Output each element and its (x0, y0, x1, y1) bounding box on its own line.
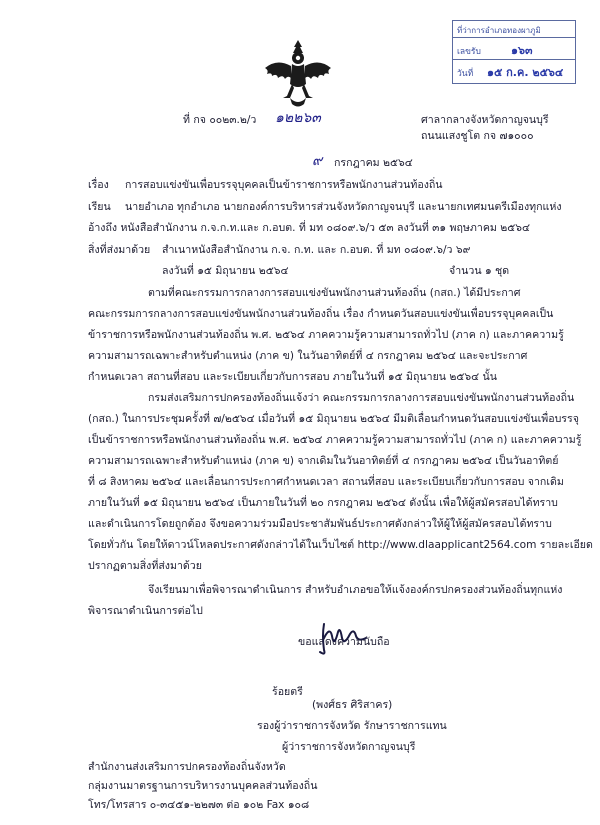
office-address-line1: ศาลากลางจังหวัดกาญจนบุรี (421, 114, 549, 126)
paragraph-line: (กสถ.) ในการประชุมครั้งที่ ๗/๒๕๖๔ เมื่อวันที่ ๑๕ มิถุนายน ๒๕๖๔ มีมติเลื่อนกำหนดวันสอบแข่งขันเพื่อบรรจุ (88, 413, 579, 425)
paragraph-line: จึงเรียนมาเพื่อพิจารณาดำเนินการ สำหรับอำเภอขอให้แจ้งองค์กรปกครองส่วนท้องถิ่นทุกแห่ง (148, 584, 563, 596)
paragraph-line: คณะกรรมการกลางการสอบแข่งขันพนักงานส่วนท้องถิ่น เรื่อง กำหนดวันสอบแข่งขันเพื่อบรรจุบุคคลเป็น (88, 308, 554, 320)
paragraph-line: ความสามารถเฉพาะสำหรับตำแหน่ง (ภาค ข) ในวันอาทิตย์ที่ ๔ กรกฎาคม ๒๕๖๔ และจะประกาศ (88, 350, 528, 362)
paragraph-line: ภายในวันที่ ๑๕ มิถุนายน ๒๕๖๔ เป็นภายในวันที่ ๒๐ กรกฎาคม ๒๕๖๔ ดังนั้น เพื่อให้ผู้สมัครสอบได้ทราบ (88, 497, 558, 509)
paragraph-line: ข้าราชการหรือพนักงานส่วนท้องถิ่น พ.ศ. ๒๕๖๔ ภาคความรู้ความสามารถทั่วไป (ภาค ก) และภาคความรู้ (88, 329, 564, 341)
office-address-line2: ถนนแสงชูโต กจ ๗๑๐๐๐ (421, 130, 534, 142)
letter-date: กรกฎาคม ๒๕๖๔ (334, 157, 413, 169)
footer-department: สำนักงานส่งเสริมการปกครองท้องถิ่นจังหวัด (88, 761, 286, 773)
subject-text: การสอบแข่งขันเพื่อบรรจุบุคคลเป็นข้าราชการหรือพนักงานส่วนท้องถิ่น (125, 179, 443, 191)
stamp-date-value: ๑๕ ก.ค. ๒๕๖๔ (487, 66, 564, 79)
footer-section: กลุ่มงานมาตรฐานการบริหารงานบุคคลส่วนท้องถิ่น (88, 780, 318, 792)
paragraph-line: และดำเนินการโดยถูกต้อง จึงขอความร่วมมือประชาสัมพันธ์ประกาศดังกล่าวให้ผู้ให้ผู้สมัครสอบได้ทราบ (88, 518, 552, 530)
reference-number-handwritten: ๑๒๒๖๓ (275, 110, 321, 126)
enclosure-label: สิ่งที่ส่งมาด้วย (88, 244, 151, 256)
enclosure-line2: ลงวันที่ ๑๕ มิถุนายน ๒๕๖๔ (162, 265, 289, 277)
enclosure-line1: สำเนาหนังสือสำนักงาน ก.จ. ก.ท. และ ก.อบต. ที่ มท ๐๘๐๙.๖/ว ๖๙ (162, 244, 471, 256)
paragraph-line: ตามที่คณะกรรมการกลางการสอบแข่งขันพนักงานส่วนท้องถิ่น (กสถ.) ได้มีประกาศ (148, 287, 521, 299)
reference-number: ที่ กจ ๐๐๒๓.๒/ว (183, 114, 257, 126)
subject-label: เรื่อง (88, 179, 109, 191)
signature-icon (316, 620, 370, 656)
stamp-title: ที่ว่าการอำเภอทองผาภูมิ (457, 26, 541, 35)
stamp-receive-no: ๑๖๓ (511, 44, 533, 57)
signer-name: (พงศ์ธร ศิริสาคร) (312, 699, 393, 711)
paragraph-line: ความสามารถเฉพาะสำหรับตำแหน่ง (ภาค ข) จากเดิมในวันอาทิตย์ที่ ๔ กรกฎาคม ๒๕๖๔ เป็นวันอาทิตย์ (88, 455, 559, 467)
signer-title-line2: ผู้ว่าราชการจังหวัดกาญจนบุรี (282, 741, 416, 753)
letter-date-day: ๙ (312, 153, 323, 169)
signer-title-line1: รองผู้ว่าราชการจังหวัด รักษาราชการแทน (257, 720, 447, 732)
to-label: เรียน (88, 201, 111, 213)
reference-to: อ้างถึง หนังสือสำนักงาน ก.จ.ก.ท.และ ก.อบต. ที่ มท ๐๘๐๙.๖/ว ๕๓ ลงวันที่ ๓๑ พฤษภาคม ๒๕๖๔ (88, 222, 530, 234)
paragraph-line: กำหนดเวลา สถานที่สอบ และระเบียบเกี่ยวกับการสอบ ภายในวันที่ ๑๕ มิถุนายน ๒๕๖๔ นั้น (88, 371, 497, 383)
signer-rank: ร้อยตรี (272, 686, 303, 698)
stamp-date-label: วันที่ (457, 69, 474, 79)
paragraph-line: เป็นข้าราชการหรือพนักงานส่วนท้องถิ่น พ.ศ. ๒๕๖๔ ภาคความรู้ความสามารถทั่วไป (ภาค ก) และภาคความรู้ (88, 434, 582, 446)
enclosure-count: จำนวน ๑ ชุด (449, 265, 510, 277)
paragraph-line: พิจารณาดำเนินการต่อไป (88, 605, 203, 617)
receipt-stamp (452, 20, 576, 84)
paragraph-line: ที่ ๘ สิงหาคม ๒๕๖๔ และเลื่อนการประกาศกำหนดเวลา สถานที่สอบ และระเบียบเกี่ยวกับการสอบ จากเดิม (88, 476, 564, 488)
paragraph-line: โดยทั่วกัน โดยให้ดาวน์โหลดประกาศดังกล่าวได้ในเว็บไซต์ http://www.dlaapplicant2564.com รายละเอียด (88, 539, 593, 551)
paragraph-line: ปรากฏตามสิ่งที่ส่งมาด้วย (88, 560, 202, 572)
paragraph-line: กรมส่งเสริมการปกครองท้องถิ่นแจ้งว่า คณะกรรมการกลางการสอบแข่งขันพนักงานส่วนท้องถิ่น (148, 392, 575, 404)
stamp-receive-label: เลขรับ (457, 47, 481, 57)
closing-regards: ขอแสดงความนับถือ (298, 636, 390, 648)
to-line1: นายอำเภอ ทุกอำเภอ นายกองค์การบริหารส่วนจังหวัดกาญจนบุรี และนายกเทศมนตรีเมืองทุกแห่ง (125, 201, 562, 213)
footer-phone: โทร/โทรสาร ๐-๓๔๕๑-๒๒๗๓ ต่อ ๑๐๒ Fax ๑๐๘ (88, 799, 310, 811)
garuda-emblem-icon (263, 38, 333, 110)
